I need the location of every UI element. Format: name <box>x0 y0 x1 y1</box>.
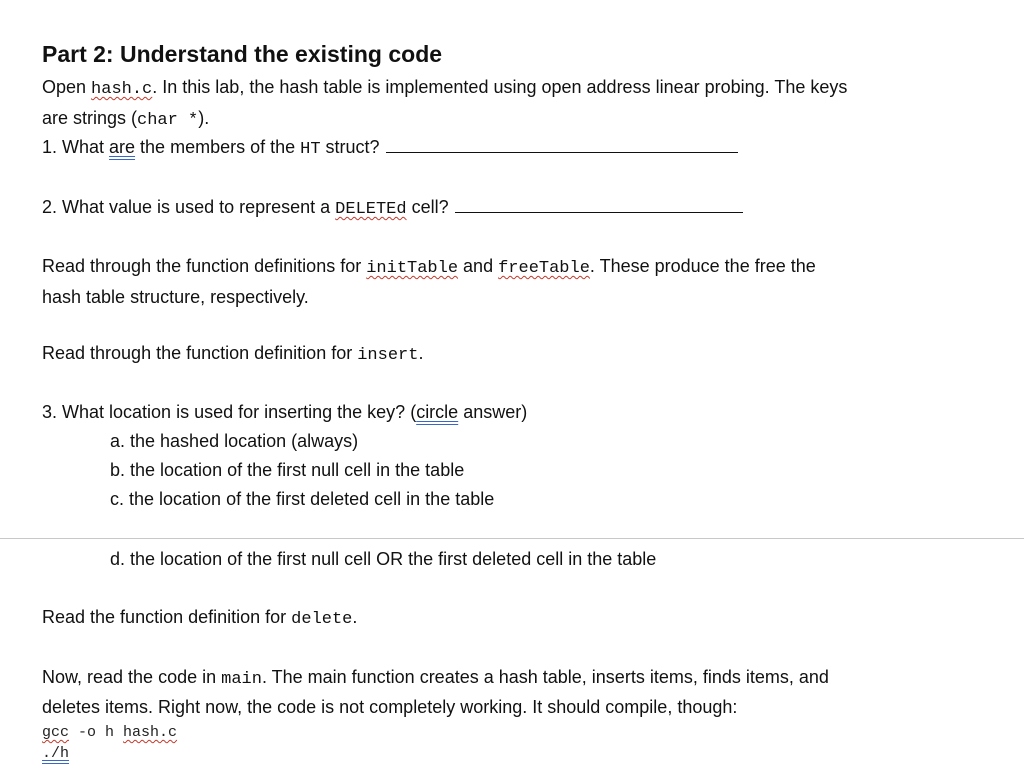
read-main <box>42 666 829 691</box>
question-1 <box>42 136 738 161</box>
read-delete <box>42 606 357 631</box>
question-text: cell? <box>406 197 449 217</box>
compile-command <box>42 724 177 742</box>
deleted-code: DELETEd <box>335 200 407 219</box>
option-d[interactable]: d. the location of the first null cell OR the first deleted cell in the table <box>110 549 657 569</box>
paragraph-text: hash table structure, respectively. <box>42 287 309 307</box>
free-table-code: freeTable <box>498 259 590 278</box>
question-text: 2. What value is used to represent a <box>42 197 336 217</box>
question-2 <box>42 196 743 221</box>
page-divider <box>0 538 1024 539</box>
intro-text: Open <box>42 77 92 97</box>
insert-code: insert <box>357 346 419 365</box>
section-title: Part 2: Understand the existing code <box>42 41 443 67</box>
question-text: 3. What location is used for inserting the key? ( <box>42 402 417 422</box>
paragraph-text: . <box>352 607 358 627</box>
struct-name-code: HT <box>300 140 321 159</box>
read-init-free <box>42 255 816 280</box>
main-code: main <box>221 670 262 689</box>
question-3 <box>42 401 527 423</box>
paragraph-text: . <box>418 343 424 363</box>
gcc-flags: -o h <box>69 724 124 741</box>
run-executable: ./h <box>42 745 70 762</box>
paragraph-text: . These produce the free the <box>589 256 816 276</box>
intro-text: are strings ( <box>42 108 138 128</box>
paragraph-text: and <box>458 256 499 276</box>
grammar-flag: circle <box>416 402 459 422</box>
grammar-flag: are <box>109 137 136 157</box>
gcc-command: gcc <box>42 724 70 741</box>
answer-blank-2[interactable] <box>455 196 743 213</box>
paragraph-text: Read through the function definition for <box>42 343 358 363</box>
question-text: answer) <box>458 402 528 422</box>
answer-blank-1[interactable] <box>386 136 738 153</box>
option-c[interactable]: c. the location of the first deleted cell in the table <box>110 489 495 509</box>
option-a[interactable]: a. the hashed location (always) <box>110 431 359 451</box>
read-insert <box>42 342 423 367</box>
paragraph-text: Now, read the code in <box>42 667 222 687</box>
type-code: char * <box>137 111 199 130</box>
question-text: 1. What <box>42 137 110 157</box>
paragraph-text: deletes items. Right now, the code is not completely working. It should compile, though: <box>42 697 738 717</box>
paragraph-text: . The main function creates a hash table, inserts items, finds items, and <box>261 667 829 687</box>
delete-code: delete <box>291 610 353 629</box>
paragraph-text: Read the function definition for <box>42 607 292 627</box>
question-text: struct? <box>320 137 380 157</box>
paragraph-text: Read through the function definitions for <box>42 256 367 276</box>
intro-line-2 <box>42 107 209 132</box>
source-file: hash.c <box>123 724 178 741</box>
question-text: the members of the <box>135 137 301 157</box>
run-command <box>42 745 69 763</box>
init-table-code: initTable <box>366 259 459 278</box>
intro-text: ). <box>198 108 210 128</box>
intro-text: . In this lab, the hash table is implemented using open address linear probing. The keys <box>152 77 848 97</box>
option-b[interactable]: b. the location of the first null cell in the table <box>110 460 465 480</box>
intro-line-1 <box>42 76 847 101</box>
file-name-code: hash.c <box>91 80 153 99</box>
